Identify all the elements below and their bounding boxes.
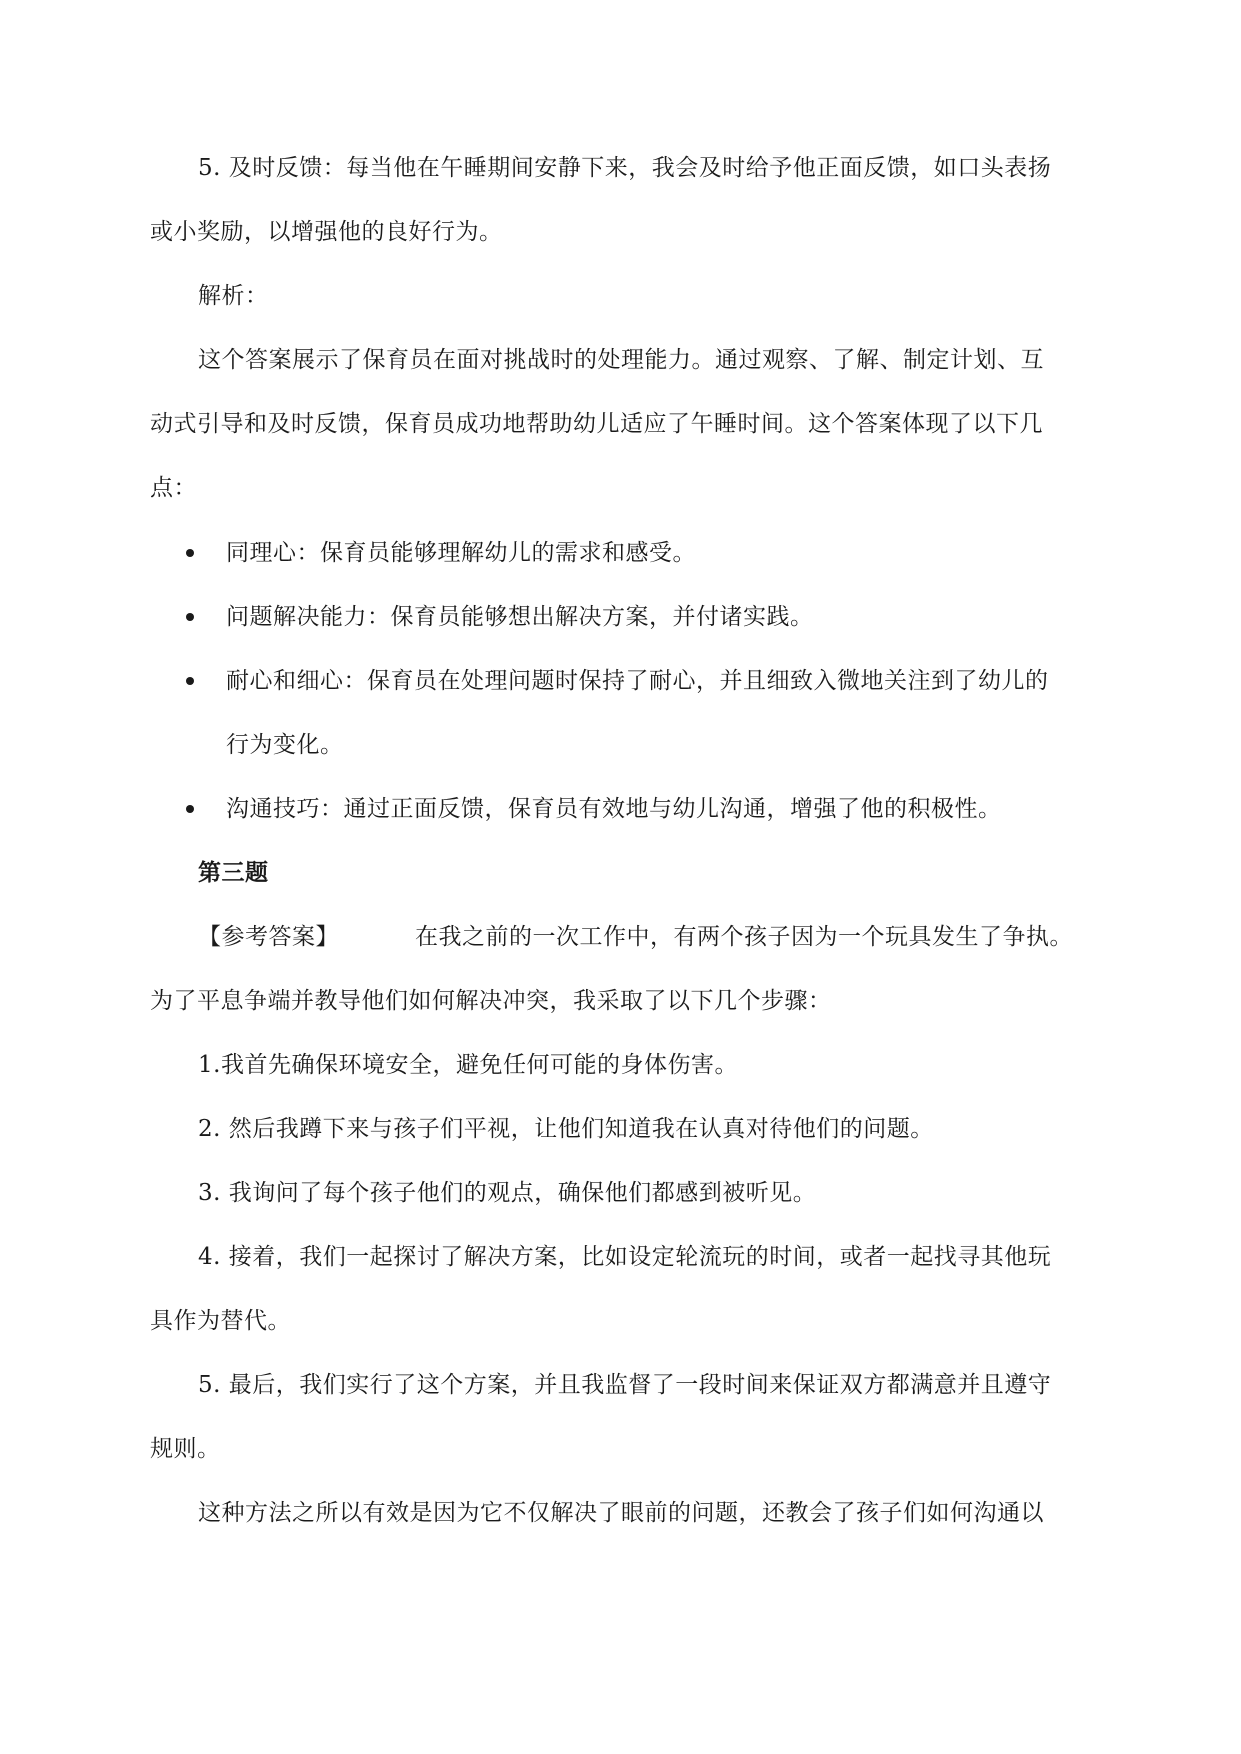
bullet-icon	[186, 805, 194, 813]
bullet-item: 问题解决能力：保育员能够想出解决方案，并付诸实践。	[226, 604, 814, 630]
step-2: 2. 然后我蹲下来与孩子们平视，让他们知道我在认真对待他们的问题。	[198, 1116, 934, 1142]
bullet-item: 沟通技巧：通过正面反馈，保育员有效地与幼儿沟通，增强了他的积极性。	[226, 796, 1002, 822]
reference-answer-line2: 为了平息争端并教导他们如何解决冲突，我采取了以下几个步骤：	[150, 988, 832, 1014]
section-heading: 第三题	[198, 860, 269, 886]
step5-feedback-line1: 5. 及时反馈：每当他在午睡期间安静下来，我会及时给予他正面反馈，如口头表扬	[198, 155, 1052, 181]
bullet-icon	[186, 549, 194, 557]
bullet-item-continuation: 行为变化。	[226, 732, 344, 758]
closing-line1: 这种方法之所以有效是因为它不仅解决了眼前的问题，还教会了孩子们如何沟通以	[198, 1500, 1044, 1526]
analysis-label: 解析：	[198, 283, 269, 309]
analysis-line2: 动式引导和及时反馈，保育员成功地帮助幼儿适应了午睡时间。这个答案体现了以下几	[150, 411, 1043, 437]
bullet-icon	[186, 613, 194, 621]
reference-answer-text: 在我之前的一次工作中，有两个孩子因为一个玩具发生了争执。	[415, 924, 1073, 950]
step-5-line1: 5. 最后，我们实行了这个方案，并且我监督了一段时间来保证双方都满意并且遵守	[198, 1372, 1052, 1398]
step-5-line2: 规则。	[150, 1436, 221, 1462]
analysis-line1: 这个答案展示了保育员在面对挑战时的处理能力。通过观察、了解、制定计划、互	[198, 347, 1044, 373]
step-4-line2: 具作为替代。	[150, 1308, 291, 1334]
step-4-line1: 4. 接着，我们一起探讨了解决方案，比如设定轮流玩的时间，或者一起找寻其他玩	[198, 1244, 1052, 1270]
analysis-line3: 点：	[150, 475, 197, 501]
step-3: 3. 我询问了每个孩子他们的观点，确保他们都感到被听见。	[198, 1180, 817, 1206]
reference-answer-label: 【参考答案】	[198, 924, 339, 950]
step-1: 1.我首先确保环境安全，避免任何可能的身体伤害。	[198, 1052, 738, 1078]
bullet-item: 耐心和细心：保育员在处理问题时保持了耐心，并且细致入微地关注到了幼儿的	[226, 668, 1049, 694]
step5-feedback-line2: 或小奖励，以增强他的良好行为。	[150, 219, 503, 245]
bullet-item: 同理心：保育员能够理解幼儿的需求和感受。	[226, 540, 696, 566]
bullet-icon	[186, 677, 194, 685]
reference-answer-line1	[198, 921, 1073, 953]
